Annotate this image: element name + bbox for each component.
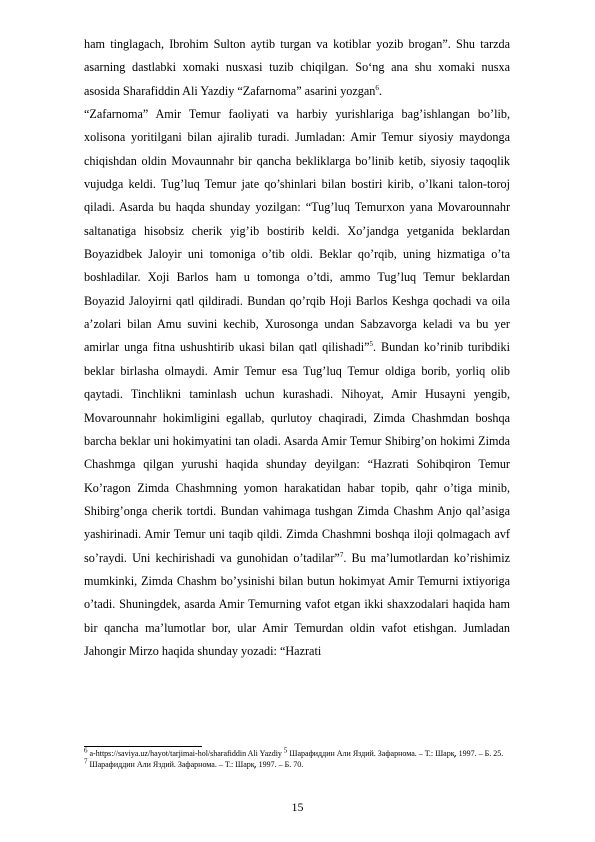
footnote-7-text: Шарафиддин Али Яздий. Зафарнома. – Т.: Шарқ, 1997. – Б. 70. <box>87 759 304 769</box>
paragraph-2-text-c: . Bu ma’lumotlardan ko’rishimiz mumkinki, Zimda Chashm bo’ysinishi bilan butun hokimyat Amir Temurni ixtiyoriga o’tadi. Shuningdek, asarda Amir Temurning vafot etgan ikki shaxzodalari haqida ham bir qancha ma’lumotlar bor, ular Amir Temurdan oldin vafot etishgan. Jumladan Jahongir Mirzo haqida shunday yozadi: “Hazrati <box>84 550 510 658</box>
footnote-5-mark: 5 <box>283 746 288 755</box>
footnote-ref-7[interactable]: 7 <box>339 550 344 559</box>
footnote-6 <box>84 746 510 760</box>
page-number: 15 <box>291 800 304 814</box>
footnote-7 <box>84 756 510 771</box>
paragraph-2 <box>84 103 510 663</box>
paragraph-1-end: . <box>378 83 382 98</box>
paragraph-1 <box>84 33 510 103</box>
footnotes <box>84 746 510 770</box>
paragraph-2-text-a: “Zafarnoma” Amir Temur faoliyati va harbiy yurishlariga bag’ishlangan bo’lib, xolisona yoritilgani bilan ajiralib turadi. Jumladan: Amir Temur siyosiy maydonga chiqishdan oldin Movaunnahr bir qancha bekliklarga bo’linib ketib, siyosiy taqoqlik vujudga keldi. Tug’luq Temur jate qo’shinlari bilan bostiri kirib, o’lkani talon-toroj qiladi. Asarda bu haqda shunday yozilgan: “Tug’luq Temurxon yana Movarounnahr saltanatiga hisobsiz cherik yig’ib bostirib keldi. Xo’jandga yetganida beklardan Boyazidbek Jaloyir uni tomoniga o’tib oldi. Beklar qo’rqib, uning hizmatiga o’ta boshladilar. Xoji Barlos ham u tomonga o’tdi, ammo Tug’luq Temur beklardan Boyazid Jaloyirni qatl qildiradi. Bundan qo’rqib Hoji Barlos Keshga qochadi va oila a’zolari bilan Amu suvini kechib, Xurosonga undan Sabzavorga keladi va bu yer amirlar unga fitna ushushtirib ukasi bilan qatl qilishadi” <box>84 107 510 355</box>
body-text <box>84 33 510 663</box>
footnote-6-text[interactable]: a-https://saviya.uz/hayot/tarjimai-hol/sharafiddin Ali Yazdiy <box>87 749 282 758</box>
footnote-6-mark: 6 <box>84 746 88 755</box>
footnote-ref-5[interactable]: 5 <box>369 340 374 349</box>
paragraph-1-text: ham tinglagach, Ibrohim Sulton aytib turgan va kotiblar yozib brogan”. Shu tarzda asarning dastlabki xomaki nusxasi tuzib chiqilgan. So‘ng ana shu xomaki nusxa asosida Sharafiddin Ali Yazdiy “Zafarnoma” asarini yozgan <box>84 37 510 98</box>
paragraph-2-text-b: . Bundan ko’rinib turibdiki beklar birlasha olmaydi. Amir Temur esa Tug’luq Temur oldiga borib, yorliq olib qaytadi. Tinchlikni taminlash uchun kurashadi. Nihoyat, Amir Husayni yengib, Movarounnahr hokimligini egallab, qurlutoy chaqiradi, Zimda Chashmdan boshqa barcha beklar uni hokimyatini tan oladi. Asarda Amir Temur Shibirg’on hokimi Zimda Chashmga qilgan yurushi haqida shunday deyilgan: “Hazrati Sohibqiron Temur Ko’ragon Zimda Chashmning yomon harakatidan habar topib, qahr o’tiga minib, Shibirg’onga cherik tortdi. Bundan vahimaga tushgan Zimda Chashm Anjo qal’asiga yashirinadi. Amir Temur uni taqib qildi. Zimda Chashmni boshqa iloji qolmagach avf so’raydi. Uni kechirishadi va gunohidan o’tadilar” <box>84 340 510 565</box>
footnote-5-text: Шарафиддин Али Яздий. Зафарнома. – Т.: Шарқ, 1997. – Б. 25. <box>287 749 504 758</box>
footnote-7-mark: 7 <box>84 756 88 765</box>
footnote-divider <box>84 746 202 747</box>
footnote-ref-6[interactable]: 6 <box>375 83 379 92</box>
